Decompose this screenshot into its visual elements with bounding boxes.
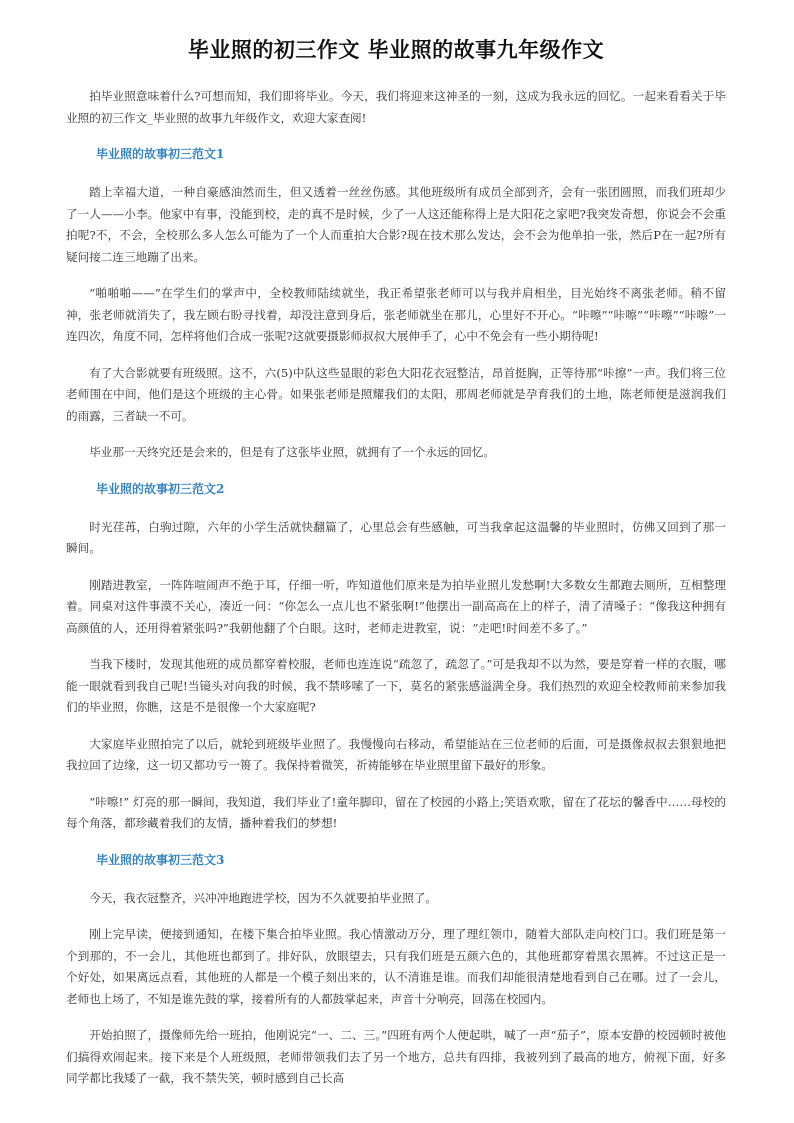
essay-paragraph: 今天，我衣冠整齐，兴冲冲地跑进学校，因为不久就要拍毕业照了。: [89, 890, 438, 905]
essay-paragraph: 大家庭毕业照拍完了以后，就轮到班级毕业照了。我慢慢向右移动，希望能站在三位老师的后面，可是摄像叔叔去狠狠地把我拉回了边缘，这一切又都功亏一篑了。我保持着微笑，祈祷能够在毕业照里留下最好的形象。: [66, 736, 726, 772]
section-heading: 毕业照的故事初三范文3: [96, 852, 225, 867]
document-title: 毕业照的初三作文 毕业照的故事九年级作文: [187, 38, 605, 62]
essay-paragraph: 刚踏进教室，一阵阵喧闹声不绝于耳，仔细一听，咋知道他们原来是为拍毕业照儿发愁啊!大多数女生都跑去厕所，互相整理着。同桌对这件事漠不关心，凑近一问：“你怎么一点儿也不紧张啊!”他摆出一副高高在上的样子，清了清嗓子：“像我这种拥有高颜值的人，还用得着紧张吗?”我朝他翻了个白眼。这时，老师走进教室，说：“走吧!时间差不多了。”: [66, 577, 726, 635]
essay-paragraph: 有了大合影就要有班级照。这不，六(5)中队这些显眼的彩色大阳花衣冠整洁，昂首挺胸，正等待那“咔擦”一声。我们将三位老师围在中间，他们是这个班级的主心骨。如果张老师是照耀我们的太阳，那周老师就是孕育我们的土地，陈老师便是滋润我们的雨露，三者缺一不可。: [66, 365, 726, 423]
document-page: [66, 30, 726, 1105]
intro-paragraph: 拍毕业照意味着什么?可想而知，我们即将毕业。今天，我们将迎来这神圣的一刻，这成为我永远的回忆。一起来看看关于毕业照的初三作文_毕业照的故事九年级作文，欢迎大家查阅!: [66, 89, 726, 125]
essay-paragraph: 当我下楼时，发现其他班的成员都穿着校服，老师也连连说“疏忽了，疏忽了。”可是我却不以为然，要是穿着一样的衣服，哪能一眼就看到我自己呢!当镜头对向我的时候，我不禁哆嗦了一下，莫名的紧张感溢满全身。我们热烈的欢迎全校教师前来参加我们的毕业照，你瞧，这是不是很像一个大家庭呢?: [66, 657, 726, 714]
essay-paragraph: 刚上完早读，便接到通知，在楼下集合拍毕业照。我心情激动万分，理了理红领巾，随着大部队走向校门口。我们班是第一个到那的，不一会儿，其他班也都到了。排好队，放眼望去，只有我们班是五颜六色的，其他班都穿着黑衣黑裤。不过这正是一个好处，如果离远点看，其他班的人都是一个模子刻出来的，认不清谁是谁。而我们却能很清楚地看到自己在哪。过了一会儿，老师也上场了，不知是谁先鼓的掌，接着所有的人都鼓掌起来，声音十分响亮，回荡在校园内。: [66, 927, 726, 1006]
section-heading: 毕业照的故事初三范文1: [96, 147, 225, 161]
essay-paragraph: 毕业那一天终究还是会来的，但是有了这张毕业照，就拥有了一个永远的回忆。: [89, 445, 495, 459]
essay-paragraph: 开始拍照了，摄像师先给一班拍，他刚说完“一、二、三。”四班有两个人便起哄，喊了一声“茄子”，原本安静的校园顿时被他们搞得欢闹起来。接下来是个人班级照，老师带领我们去了另一个地方，总共有四排，我被列到了最高的地方，俯视下面，好多同学都比我矮了一截，我不禁失笑，顿时感到自己长高: [66, 1028, 726, 1085]
essay-paragraph: 踏上幸福大道，一种自豪感油然而生，但又透着一丝丝伤感。其他班级所有成员全部到齐，会有一张团圆照，而我们班却少了一人——小李。他家中有事，没能到校，走的真不是时候，少了一人这还能称得上是大阳花之家吧?我突发奇想，你说会不会重拍呢?不，不会，全校那么多人怎么可能为了一个人而重拍大合影?现在技术那么发达，会不会为他单拍一张，然后P在一起?所有疑问接二连三地蹦了出来。: [66, 185, 726, 264]
essay-paragraph: “咔嚓!” 灯亮的那一瞬间，我知道，我们毕业了!童年脚印，留在了校园的小路上;笑语欢歌，留在了花坛的馨香中……母校的每个角落，都珍藏着我们的友情，播种着我们的梦想!: [66, 794, 726, 830]
essay-paragraph: “啪啪啪——”在学生们的掌声中，全校教师陆续就坐，我正希望张老师可以与我并肩相坐，目光始终不离张老师。稍不留神，张老师就消失了，我左顾右盼寻找着，却没注意到身后，张老师就坐在那儿，心里好不开心。“咔嚓”“咔嚓”“咔嚓”“咔嚓”一连四次，角度不同，怎样将他们合成一张呢?这就要摄影师叔叔大展伸手了，心中不免会有一些小期待呢!: [66, 286, 726, 343]
section-heading: 毕业照的故事初三范文2: [96, 481, 225, 496]
essay-paragraph: 时光荏苒，白驹过隙，六年的小学生活就快翻篇了，心里总会有些感触，可当我拿起这温馨的毕业照时，仿佛又回到了那一瞬间。: [66, 519, 726, 555]
